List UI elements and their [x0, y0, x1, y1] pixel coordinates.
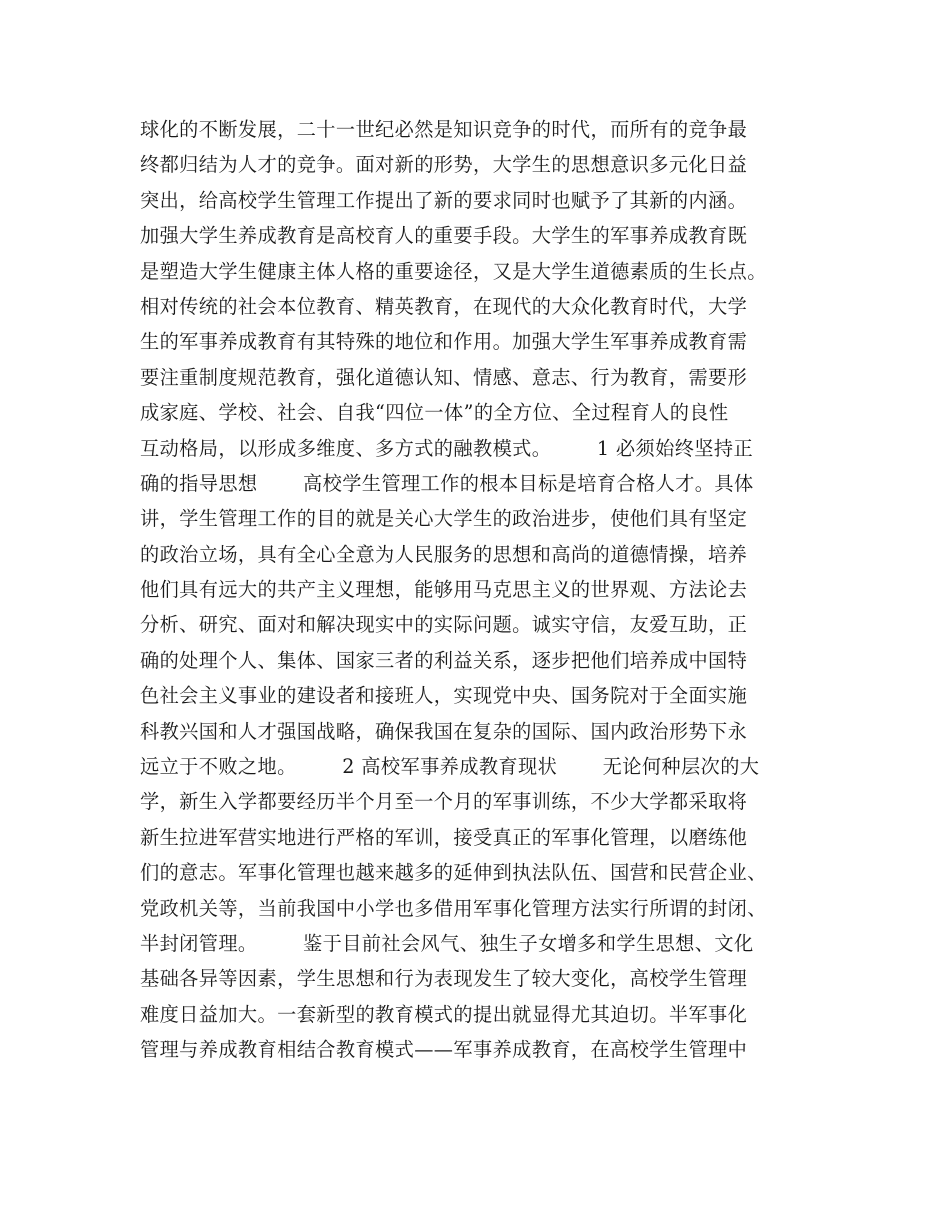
text-line: 讲，学生管理工作的目的就是关心大学生的政治进步，使他们具有坚定 — [140, 507, 748, 531]
text-line: 色社会主义事业的建设者和接班人，实现党中央、国务院对于全面实施 — [140, 684, 748, 708]
text-line: 们的意志。军事化管理也越来越多的延伸到执法队伍、国营和民营企业、 — [140, 861, 767, 885]
text-line: 是塑造大学生健康主体人格的重要途径，又是大学生道德素质的生长点。 — [140, 259, 767, 283]
text-line: 突出，给高校学生管理工作提出了新的要求同时也赋予了其新的内涵。 — [140, 188, 748, 212]
text-line: 相对传统的社会本位教育、精英教育，在现代的大众化教育时代，大学 — [140, 294, 748, 318]
text-line: 成家庭、学校、社会、自我“四位一体”的全方位、全过程育人的良性 — [140, 401, 729, 425]
text-line: 球化的不断发展，二十一世纪必然是知识竞争的时代，而所有的竞争最 — [140, 118, 748, 141]
body-text — [140, 112, 820, 1068]
text-line: 的政治立场，具有全心全意为人民服务的思想和高尚的道德情操，培养 — [140, 542, 748, 566]
text-line: 终都归结为人才的竞争。面对新的形势，大学生的思想意识多元化日益 — [140, 153, 748, 177]
text-line: 学，新生入学都要经历半个月至一个月的军事训练，不少大学都采取将 — [140, 790, 748, 814]
text-line: 确的指导思想 高校学生管理工作的根本目标是培育合格人才。具体 — [140, 471, 754, 495]
text-line: 科教兴国和人才强国战略，确保我国在复杂的国际、国内政治形势下永 — [140, 719, 748, 743]
text-line: 远立于不败之地。 2 高校军事养成教育现状 无论何种层次的大 — [140, 755, 760, 779]
text-line: 确的处理个人、集体、国家三者的利益关系，逐步把他们培养成中国特 — [140, 648, 748, 672]
text-line: 新生拉进军营实地进行严格的军训，接受真正的军事化管理，以磨练他 — [140, 825, 748, 849]
text-line: 基础各异等因素，学生思想和行为表现发生了较大变化，高校学生管理 — [140, 967, 748, 991]
text-line: 要注重制度规范教育，强化道德认知、情感、意志、行为教育，需要形 — [140, 365, 748, 389]
text-line: 半封闭管理。 鉴于目前社会风气、独生子女增多和学生思想、文化 — [140, 931, 754, 955]
text-line: 分析、研究、面对和解决现实中的实际问题。诚实守信，友爱互助，正 — [140, 613, 748, 637]
text-line: 加强大学生养成教育是高校育人的重要手段。大学生的军事养成教育既 — [140, 224, 748, 248]
text-line: 互动格局，以形成多维度、多方式的融教模式。 1 必须始终坚持正 — [140, 436, 754, 460]
text-line: 管理与养成教育相结合教育模式——军事养成教育，在高校学生管理中 — [140, 1038, 748, 1062]
text-line: 他们具有远大的共产主义理想，能够用马克思主义的世界观、方法论去 — [140, 578, 748, 602]
text-line: 难度日益加大。一套新型的教育模式的提出就显得尤其迫切。半军事化 — [140, 1002, 748, 1026]
text-line: 生的军事养成教育有其特殊的地位和作用。加强大学生军事养成教育需 — [140, 330, 748, 354]
text-line: 党政机关等，当前我国中小学也多借用军事化管理方法实行所谓的封闭、 — [140, 896, 767, 920]
